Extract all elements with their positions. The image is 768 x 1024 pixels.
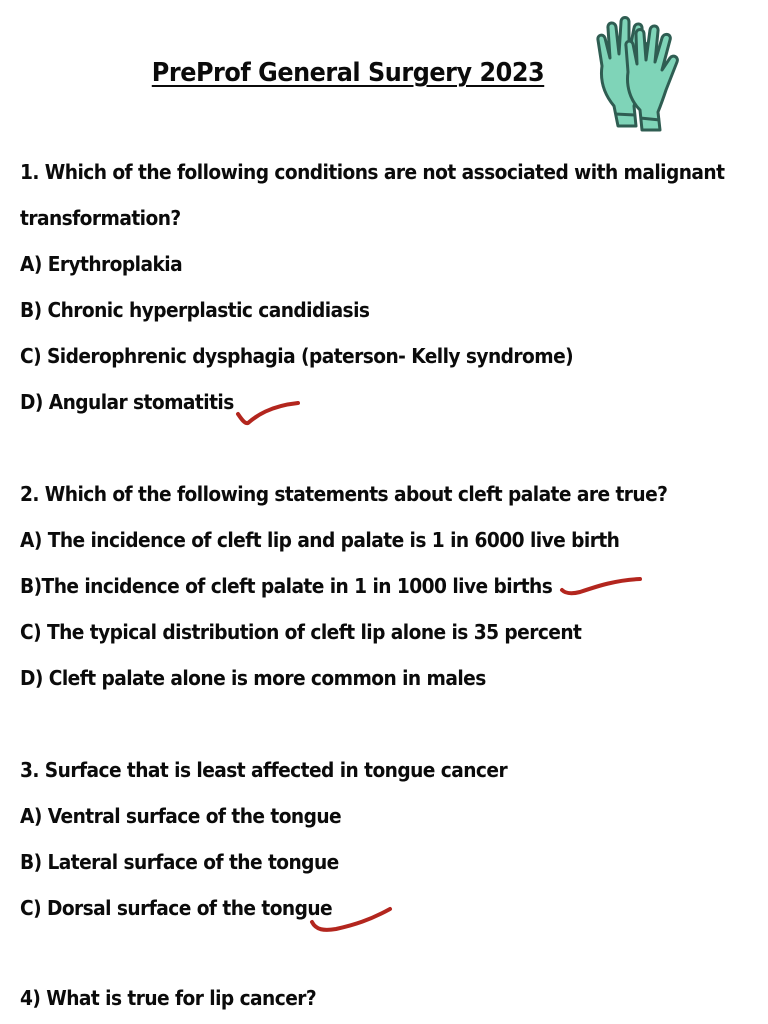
page-title: PreProf General Surgery 2023 [151,58,545,88]
q1-option-d: D) Angular stomatitis [20,390,234,414]
q2-option-a: A) The incidence of cleft lip and palate is 1 in 6000 live birth [20,528,620,552]
q1-option-a: A) Erythroplakia [20,252,183,276]
question-1-text-cont: transformation? [20,206,181,230]
question-4-text: 4) What is true for lip cancer? [20,986,317,1010]
question-3-text: 3. Surface that is least affected in tongue cancer [20,758,508,782]
q3-option-a: A) Ventral surface of the tongue [20,804,342,828]
q1-option-b: B) Chronic hyperplastic candidiasis [20,298,370,322]
answer-check-icon [558,574,646,600]
q2-option-d: D) Cleft palate alone is more common in males [20,666,486,690]
answer-check-icon [308,904,396,938]
medical-gloves-icon [590,14,690,134]
question-2-text: 2. Which of the following statements about cleft palate are true? [20,482,668,506]
q1-option-c: C) Siderophrenic dysphagia (paterson- Kelly syndrome) [20,344,574,368]
question-1-text: 1. Which of the following conditions are not associated with malignant [20,160,725,184]
q2-option-c: C) The typical distribution of cleft lip alone is 35 percent [20,620,582,644]
q2-option-b: B)The incidence of cleft palate in 1 in 1000 live births [20,574,553,598]
q3-option-c: C) Dorsal surface of the tongue [20,896,333,920]
answer-check-icon [234,396,304,430]
q3-option-b: B) Lateral surface of the tongue [20,850,339,874]
